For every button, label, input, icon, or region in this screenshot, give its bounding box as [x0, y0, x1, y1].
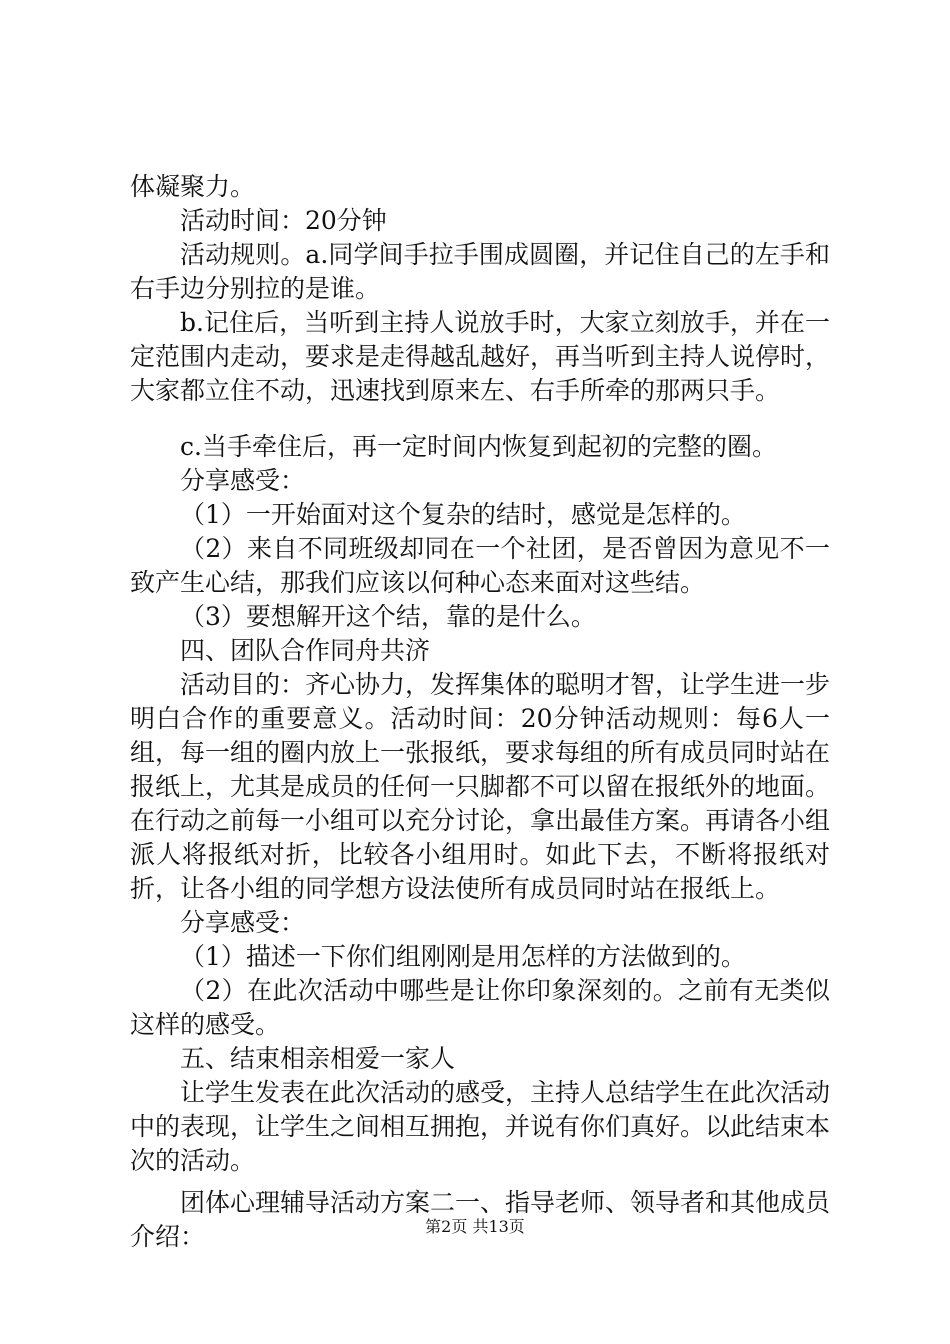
section-heading-teamwork: 四、团队合作同舟共济 — [180, 636, 431, 665]
paragraph-rule-c: c.当手牵住后，再一定时间内恢复到起初的完整的圈。 — [180, 432, 777, 461]
paragraph-teamwork-body: 活动目的：齐心协力，发挥集体的聪明才智，让学生进一步明白合作的重要意义。活动时间：20分钟活动规则：每6人一组，每一组的圈内放上一张报纸，要求每组的所有成员同时站在报纸上，尤其是成员的任何一只脚都不可以留在报纸外的地面。在行动之前每一小组可以充分讨论，拿出最佳方案。再请各小组派人将报纸对折，比较各小组用时。如此下去，不断将报纸对折，让各小组的同学想方设法使所有成员同时站在报纸上。 — [130, 670, 831, 903]
paragraph-rule-b: b.记住后，当听到主持人说放手时，大家立刻放手，并在一定范围内走动，要求是走得越乱越好，再当听到主持人说停时，大家都立住不动，迅速找到原来左、右手所牵的那两只手。 — [130, 308, 831, 405]
paragraph-share-heading-2: 分享感受： — [180, 908, 306, 937]
paragraph-plan-two: 团体心理辅导活动方案二一、指导老师、领导者和其他成员介绍： — [130, 1188, 831, 1251]
paragraph-ending-body: 让学生发表在此次活动的感受，主持人总结学生在此次活动中的表现，让学生之间相互拥抱，并说有你们真好。以此结束本次的活动。 — [130, 1078, 831, 1175]
paragraph-share-2-1: （1）描述一下你们组刚刚是用怎样的方法做到的。 — [180, 942, 746, 971]
section-heading-ending: 五、结束相亲相爱一家人 — [180, 1044, 456, 1073]
paragraph-share-2: （2）来自不同班级却同在一个社团，是否曾因为意见不一致产生心结，那我们应该以何种心态来面对这些结。 — [130, 534, 830, 597]
paragraph-share-2-2: （2）在此次活动中哪些是让你印象深刻的。之前有无类似这样的感受。 — [130, 976, 830, 1039]
page-number-footer: 第2页 共13页 — [425, 1217, 525, 1236]
paragraph-cohesion: 体凝聚力。 — [130, 172, 256, 201]
paragraph-share-1: （1）一开始面对这个复杂的结时，感觉是怎样的。 — [180, 500, 746, 529]
paragraph-share-heading: 分享感受： — [180, 466, 306, 495]
document-body — [130, 170, 830, 1254]
paragraph-rule-a: 活动规则。a.同学间手拉手围成圆圈，并记住自己的左手和右手边分别拉的是谁。 — [130, 240, 830, 303]
paragraph-activity-time: 活动时间：20分钟 — [180, 206, 387, 235]
paragraph-share-3: （3）要想解开这个结，靠的是什么。 — [180, 602, 596, 631]
